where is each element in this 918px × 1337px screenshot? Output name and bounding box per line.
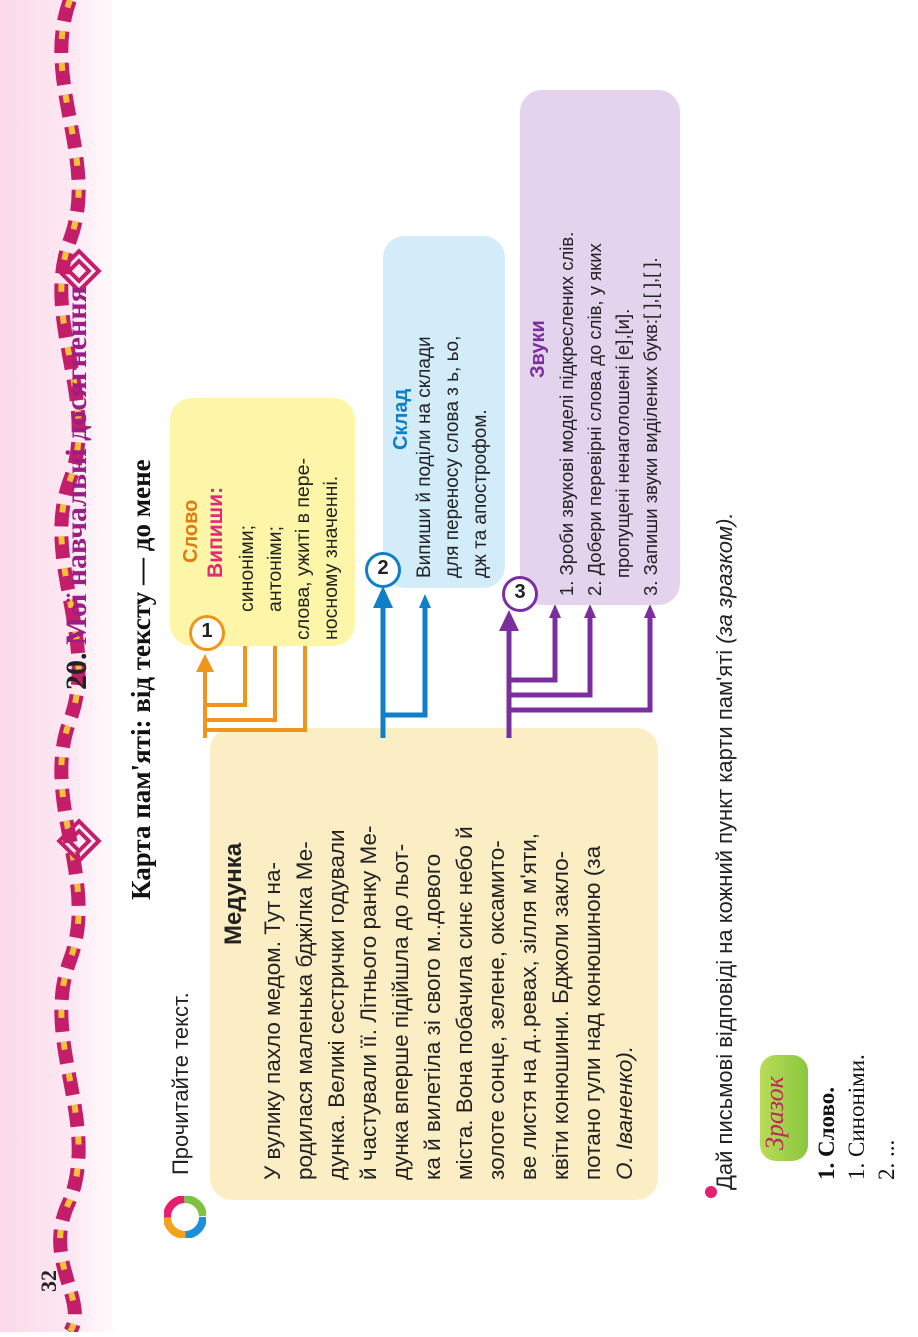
box-3-title: Звуки <box>527 320 549 378</box>
task-main: Дай письмові відповіді на кожний пункт карти пам'яті <box>712 649 737 1190</box>
section-number: 20. <box>60 652 93 690</box>
arrow-1-connector <box>205 645 305 738</box>
box-1-number: 1 <box>189 615 225 651</box>
page-number: 32 <box>36 1270 61 1292</box>
task-italic: (за зразком). <box>712 512 737 644</box>
arrow-3-connector <box>509 615 650 738</box>
box-2-line: для переносу слова з ь, ьо, <box>442 335 463 578</box>
page-subtitle: Карта пам'яті: від тексту — до мене <box>126 459 156 900</box>
box-3-line: 2. Добери перевірні слова до слів, у яких <box>584 243 605 596</box>
example-badge-label: Зразок <box>760 1076 789 1150</box>
example-line-3: 2. ... <box>874 1139 899 1180</box>
box-1-title: Слово <box>180 499 202 563</box>
box-3-number: 3 <box>502 576 538 612</box>
box-2-line: дж та апострофом. <box>470 409 491 578</box>
box-1-line: синоніми; <box>236 524 258 612</box>
text-line: ка й вилетіла зі свого м..дового <box>420 853 445 1180</box>
text-title: Медунка <box>220 842 247 945</box>
knot-ornament-icon <box>56 818 102 864</box>
task-text <box>712 512 738 1190</box>
box-3-line: пропущені ненаголошені [е],[и]. <box>612 308 633 578</box>
box-1-line: носному значенні. <box>320 475 342 640</box>
text-line: квіти конюшини. Бджоли закло- <box>548 850 573 1180</box>
text-line: ве листя на д..ревах, зілля м'яти, <box>516 832 541 1180</box>
section-heading <box>60 286 94 690</box>
read-task-icon <box>164 1196 206 1238</box>
text-line: дунка. Великі сестрички годували <box>324 829 349 1180</box>
box-3-line: 3. Запиши звуки виділених букв:[ ],[ ],[ ]. <box>640 257 661 596</box>
box-1-line: антоніми; <box>264 526 286 612</box>
text-line: О. Іваненко). <box>612 1045 637 1180</box>
box-2-line: Випиши й поділи на склади <box>414 336 435 578</box>
section-title: Мої навчальні досягнення <box>60 286 93 645</box>
text-line: дунка вперше підійшла до льот- <box>388 843 413 1180</box>
box-2-title: Склад <box>390 388 412 450</box>
text-line: родилася маленька бджілка Ме- <box>292 841 317 1180</box>
instruction: Прочитайте текст. <box>168 992 193 1175</box>
box-1-subtitle: Випиши: <box>204 486 227 578</box>
box-2-number: 2 <box>365 552 401 588</box>
text-line: потано гули над конюшиною (за <box>580 845 605 1180</box>
example-line-2: 1. Синоніми. <box>844 1054 869 1180</box>
arrow-2-connector <box>383 605 425 738</box>
box-3-line: 1. Зроби звукові моделі підкреслених слів. <box>556 231 577 596</box>
text-line: міста. Вона побачила синє небо й <box>452 826 477 1180</box>
text-line: У вулику пахло медом. Тут на- <box>260 862 285 1180</box>
text-line: золоте сонце, зелене, оксамито- <box>484 840 509 1180</box>
box-1-line: слова, ужиті в пере- <box>292 458 314 640</box>
text-line: й частували її. Літнього ранку Ме- <box>356 825 381 1180</box>
example-line-1: 1. Слово. <box>814 1087 839 1180</box>
